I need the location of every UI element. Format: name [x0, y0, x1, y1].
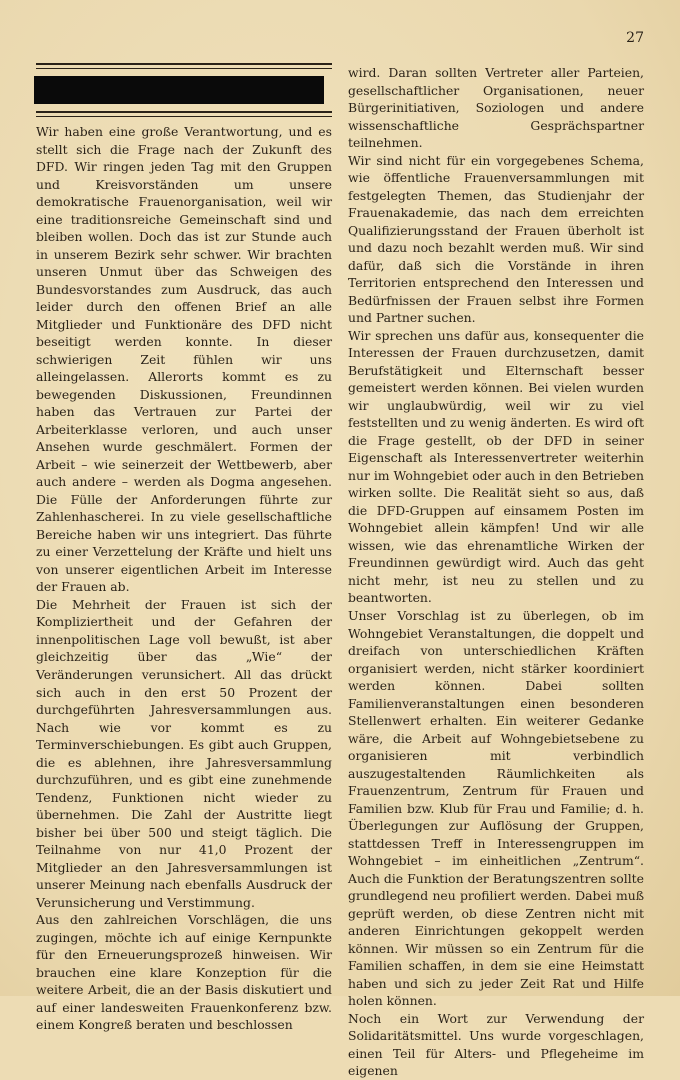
right-paragraph-1: wird. Daran sollten Vertreter aller Parteien, gesellschaftlicher Organisationen, neuer Bürgerinitiativen, Soziologen und andere wissenschaftliche Gesprächspartner teilnehmen.	[348, 65, 644, 151]
right-paragraph-3: Wir sprechen uns dafür aus, konsequenter die Interessen der Frauen durchzusetzen, damit Berufstätigkeit und Elternschaft besser gemeistert werden können. Bei vielen wurden wir unglaubwürdig, weil wir zu viel feststellten und zu wenig änderten. Es wird oft die Frage gestellt, ob der DFD in seiner Eigenschaft als Interessenvertreter weiterhin nur im Wohngebiet oder auch in den Betrieben wirken sollte. Die Realität sieht so aus, daß die DFD-Gruppen auf einsamem Posten im Wohngebiet allein kämpfen! Und wir alle wissen, wie das ehrenamtliche Wirken der Freundinnen gewürdigt wird. Auch das geht nicht mehr, ist neu zu stellen und zu beantworten.	[348, 327, 644, 606]
right-paragraph-2: Wir sind nicht für ein vorgegebenes Schema, wie öffentliche Frauenversammlungen mit festgelegten Themen, das Studienjahr der Frauenakademie, das nach dem erreichten Qualifizierungsstand der Frauen überholt ist und dazu noch bezahlt werden muß. Wir sind dafür, daß sich die Vorstände in ihren Territorien entsprechend den Interessen und Bedürfnissen der Frauen selbst ihre Formen und Partner suchen.	[348, 152, 644, 326]
right-paragraph-5: Noch ein Wort zur Verwendung der Solidaritätsmittel. Uns wurde vorgeschlagen, einen Teil für Alters- und Pflegeheime im eigenen	[348, 1010, 644, 1079]
left-paragraph-2: Die Mehrheit der Frauen ist sich der Kompliziertheit und der Gefahren der innenpolitischen Lage voll bewußt, ist aber gleichzeitig über das „Wie“ der Veränderungen verunsichert. All das drückt sich auch in den erst 50 Prozent der durchgeführten Jahresversammlungen aus. Nach wie vor kommt es zu Terminverschiebungen. Es gibt auch Gruppen, die es ablehnen, ihre Jahresversammlung durchzuführen, und es gibt eine zunehmende Tendenz, Funktionen nicht wieder zu übernehmen. Die Zahl der Austritte liegt bisher bei über 500 und steigt täglich. Die Teilnahme von nur 41,0 Prozent der Mitglieder an den Jahresversammlungen ist unserer Meinung nach ebenfalls Ausdruck der Verunsicherung und Verstimmung.	[36, 596, 332, 910]
heading-rule-upper	[36, 111, 332, 113]
heading-rule-lower	[36, 116, 332, 117]
left-paragraph-3: Aus den zahlreichen Vorschlägen, die uns zugingen, möchte ich auf einige Kernpunkte für den Erneuerungsprozeß hinweisen. Wir brauchen eine klare Konzeption für die weitere Arbeit, die an der Basis diskutiert und auf einer landesweiten Frauenkonferenz bzw. einem Kongreß beraten und beschlossen	[36, 912, 332, 1033]
left-paragraph-1: Wir haben eine große Verantwortung, und es stellt sich die Frage nach der Zukunft des DFD. Wir ringen jeden Tag mit den Gruppen und Kreisvorständen um unsere demokratische Frauenorganisation, weil wir eine traditionsreiche Gemeinschaft sind und bleiben wollen. Doch das ist zur Stunde auch in unserem Bezirk sehr schwer. Wir brachten unseren Unmut über das Schweigen des Bundesvorstandes zum Ausdruck, das auch leider durch den offenen Brief an alle Mitglieder und Funktionäre des DFD nicht beseitigt werden konnte. In dieser schwierigen Zeit fühlen wir uns alleingelassen. Allerorts kommt es zu bewegenden Diskussionen, Freundinnen haben das Vertrauen zur Partei der Arbeiterklasse verloren, und auch unser Ansehen wurde geschmälert. Formen der Arbeit – wie seinerzeit der Wettbewerb, aber auch andere – werden als Dogma angesehen. Die Fülle der Anforderungen führte zur Zahlenhascherei. In zu viele gesellschaftliche Bereiche haben wir uns integriert. Das führte zu einer Verzettelung der Kräfte und hielt uns von unserer eigentlichen Arbeit im Interesse der Frauen ab.	[36, 124, 332, 595]
page-number: 27	[626, 30, 644, 46]
right-column	[348, 64, 644, 1080]
redacted-heading-bar	[34, 76, 324, 104]
top-rule-lower	[36, 68, 332, 69]
top-rule-upper	[36, 63, 332, 65]
right-paragraph-4: Unser Vorschlag ist zu überlegen, ob im Wohngebiet Veranstaltungen, die doppelt und dreifach von unterschiedlichen Kräften organisiert werden, nicht stärker koordiniert werden können. Dabei sollten Familienveranstaltungen einen besonderen Stellenwert erhalten. Ein weiterer Gedanke wäre, die Arbeit auf Wohngebietsebene zu organisieren mit verbindlich auszugestaltenden Räumlichkeiten als Frauenzentrum, Zentrum für Frauen und Familien bzw. Klub für Frau und Familie; d. h. Überlegungen zur Auflösung der Gruppen, stattdessen Treff in Interessengruppen im Wohngebiet – im einheitlichen „Zentrum“. Auch die Funktion der Beratungszentren sollte grundlegend neu profiliert werden. Dabei muß geprüft werden, ob diese Zentren nicht mit anderen Einrichtungen gekoppelt werden können. Wir müssen so ein Zentrum für die Familien schaffen, in dem sie eine Heimstatt haben und sich zu jeder Zeit Rat und Hilfe holen können.	[348, 607, 644, 1009]
left-column	[36, 123, 332, 1034]
